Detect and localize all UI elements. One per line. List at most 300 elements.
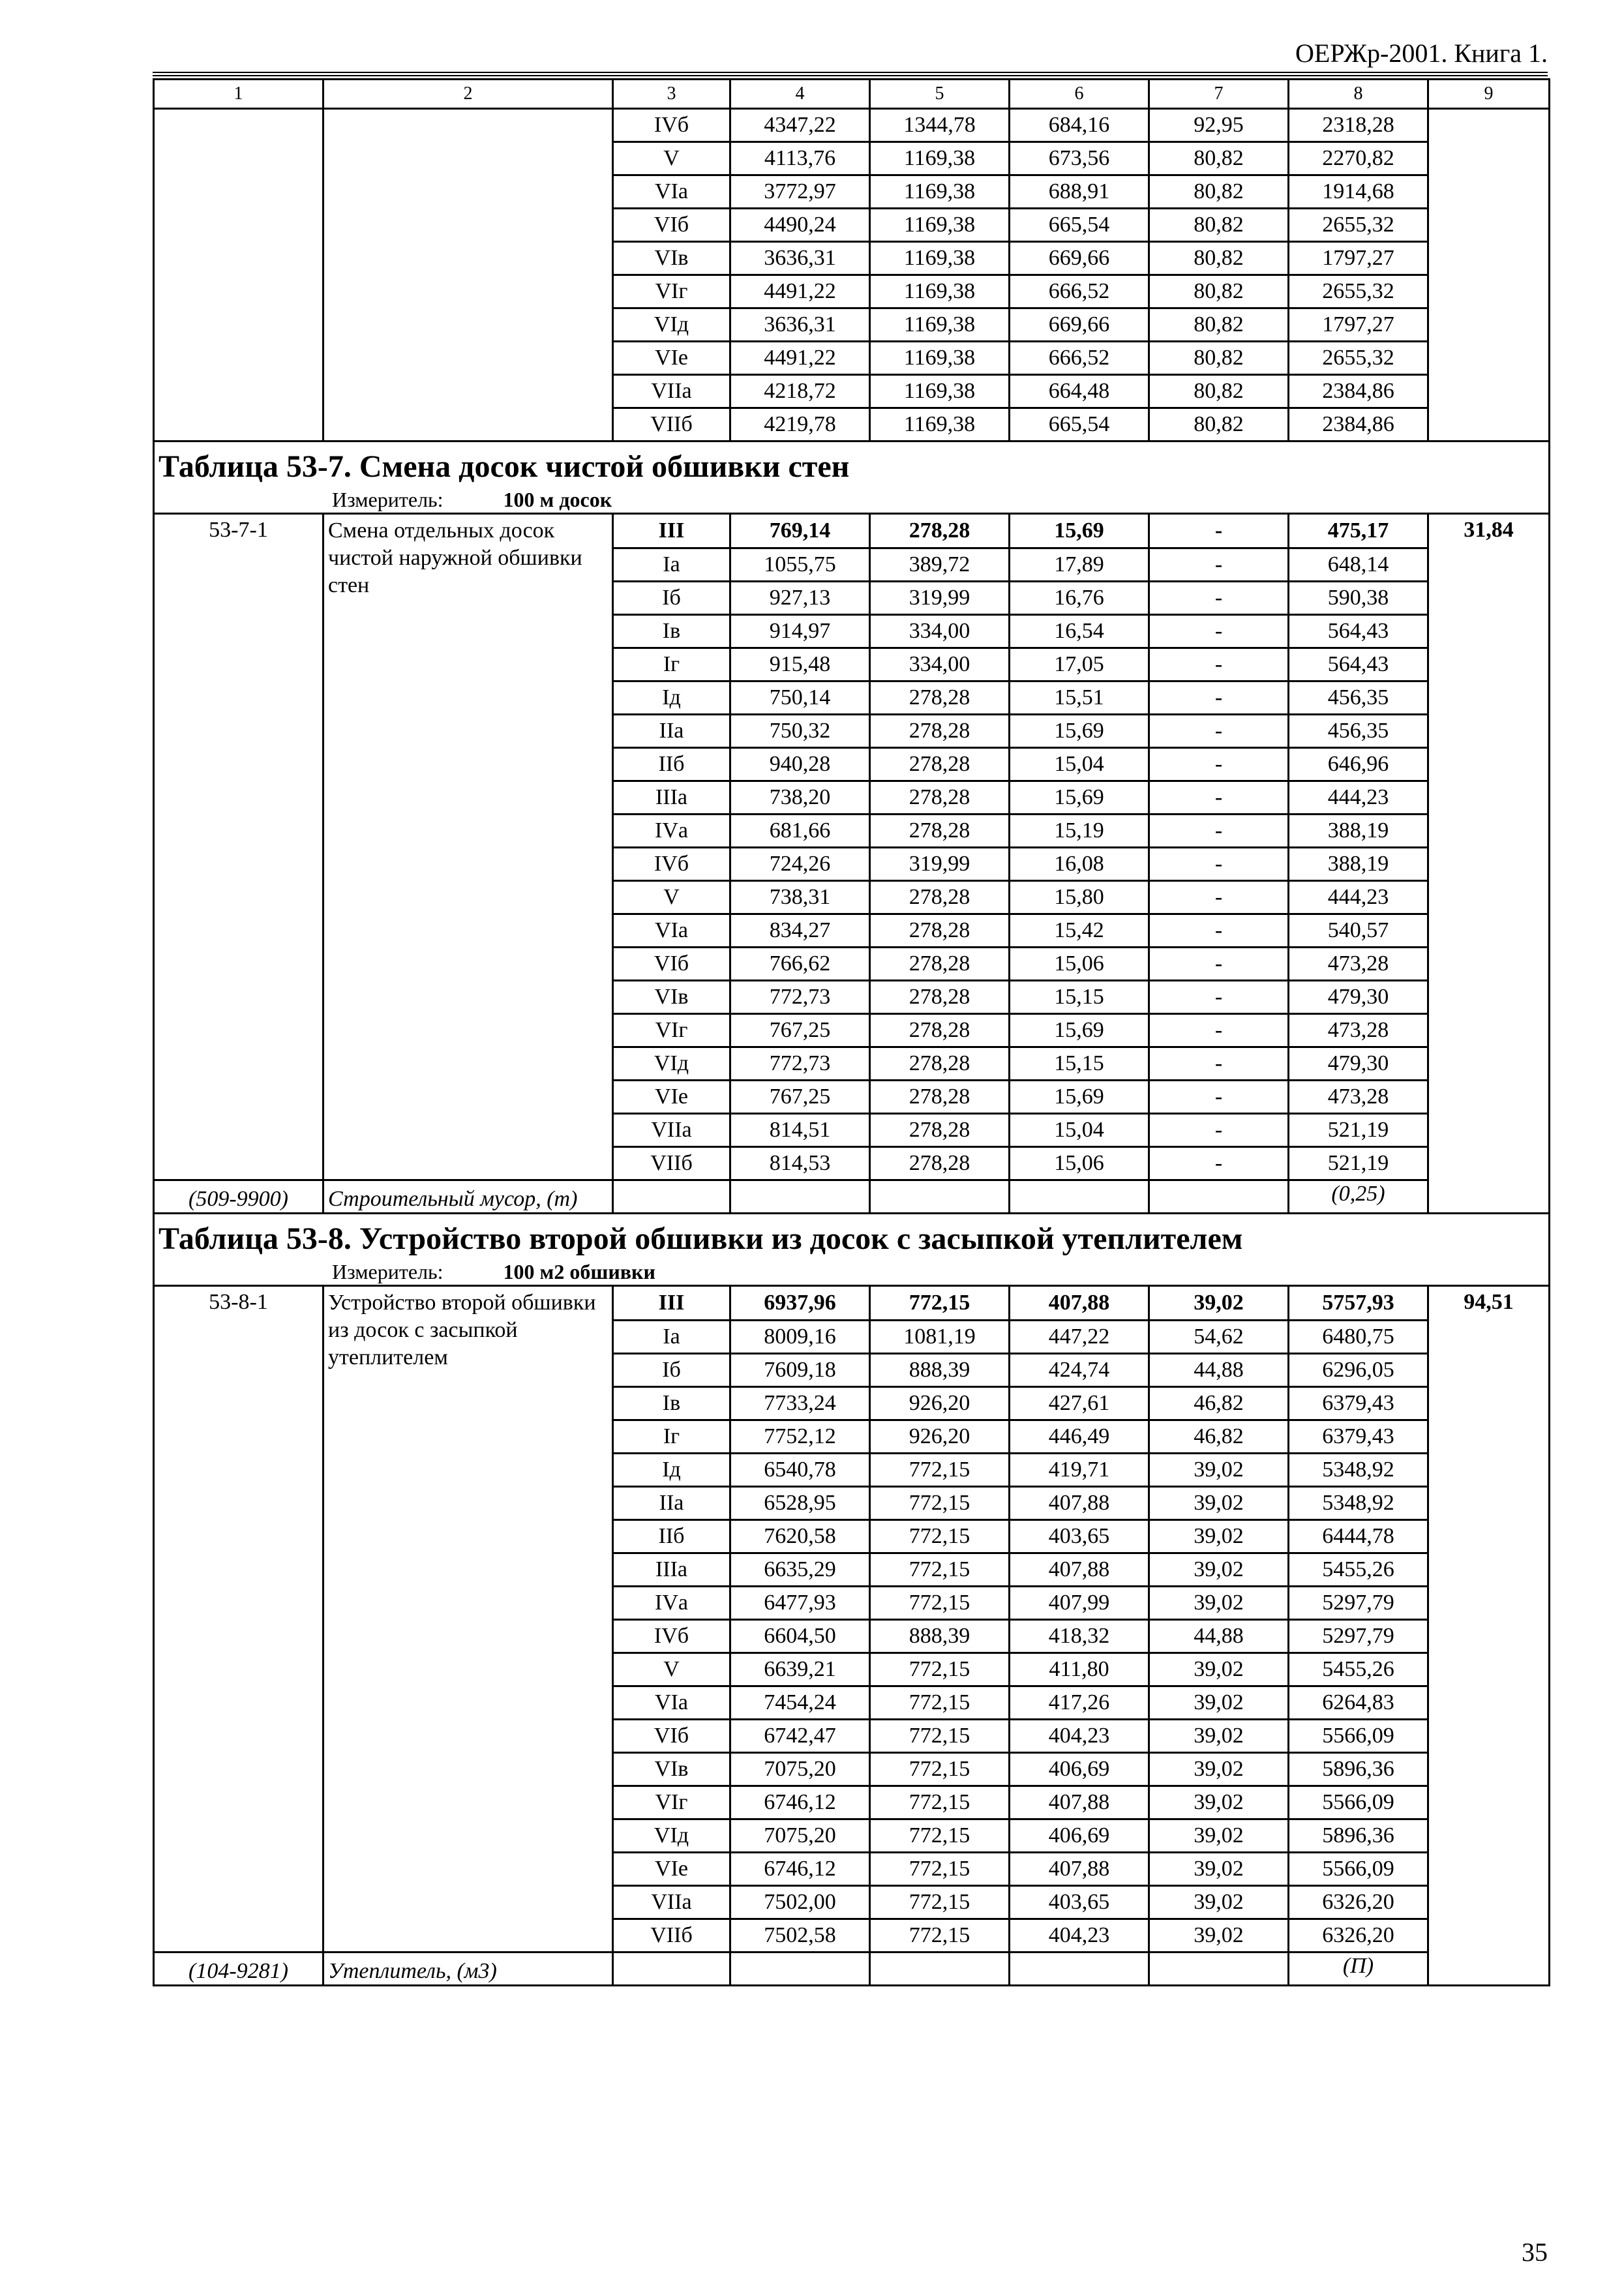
value-cell: 7752,12 [730,1420,870,1454]
empty-cell [1149,1180,1289,1214]
zone-cell: Iг [613,1420,730,1454]
value-cell: 388,19 [1289,848,1428,881]
value-cell: 39,02 [1149,1686,1289,1720]
value-cell: 16,54 [1010,615,1149,648]
value-cell: 407,99 [1010,1587,1149,1620]
col9-cell [1428,109,1550,441]
value-cell: 521,19 [1289,1114,1428,1147]
column-number: 4 [730,80,870,109]
value-cell: 915,48 [730,648,870,681]
value-cell: 5455,26 [1289,1553,1428,1587]
value-cell: 769,14 [730,514,870,548]
value-cell: - [1149,914,1289,948]
value-cell: 80,82 [1149,242,1289,275]
zone-cell: IVб [613,848,730,881]
zone-cell: VIа [613,1686,730,1720]
zone-cell: Iб [613,582,730,615]
value-cell: 6379,43 [1289,1420,1428,1454]
value-cell: 814,53 [730,1147,870,1180]
zone-cell: VIIб [613,408,730,441]
value-cell: 1169,38 [870,342,1010,375]
value-cell: 5757,93 [1289,1286,1428,1321]
zone-cell: V [613,142,730,175]
measure-label: Измеритель: [332,1260,444,1283]
zone-cell: Iд [613,1454,730,1487]
zone-cell: VIе [613,1081,730,1114]
value-cell: 388,19 [1289,815,1428,848]
value-cell: 6477,93 [730,1587,870,1620]
value-cell: 278,28 [870,514,1010,548]
value-cell: 521,19 [1289,1147,1428,1180]
zone-cell: IIб [613,748,730,781]
value-cell: 6379,43 [1289,1387,1428,1420]
value-cell: 6326,20 [1289,1919,1428,1952]
header-rule [153,72,1548,76]
value-cell: 750,32 [730,715,870,748]
value-cell: 80,82 [1149,342,1289,375]
value-cell: 15,80 [1010,881,1149,914]
zone-cell: VIIа [613,375,730,408]
value-cell: 15,04 [1010,748,1149,781]
value-cell: 473,28 [1289,948,1428,981]
value-cell: 17,05 [1010,648,1149,681]
value-cell: 1055,75 [730,548,870,582]
value-cell: 6742,47 [730,1720,870,1753]
value-cell: 92,95 [1149,109,1289,142]
value-cell: 738,20 [730,781,870,815]
description-cell: Устройство второй обшивки из досок с засыпкой утеплителем [323,1286,613,1952]
value-cell: - [1149,781,1289,815]
column-number: 7 [1149,80,1289,109]
value-cell: 80,82 [1149,175,1289,209]
value-cell: 7733,24 [730,1387,870,1420]
value-cell: 54,62 [1149,1321,1289,1354]
value-cell: 914,97 [730,615,870,648]
value-cell: 646,96 [1289,748,1428,781]
value-cell: 2318,28 [1289,109,1428,142]
zone-cell: VIд [613,308,730,342]
zone-cell: VIг [613,1786,730,1819]
value-cell: - [1149,582,1289,615]
zone-cell: Iб [613,1354,730,1387]
value-cell: 6635,29 [730,1553,870,1587]
value-cell: 44,88 [1149,1620,1289,1653]
value-cell: 4218,72 [730,375,870,408]
value-cell: 665,54 [1010,408,1149,441]
value-cell: 772,15 [870,1919,1010,1952]
col9-cell: 94,51 [1428,1286,1550,1986]
value-cell: 926,20 [870,1387,1010,1420]
value-cell: 666,52 [1010,342,1149,375]
value-cell: 6480,75 [1289,1321,1428,1354]
value-cell: 2384,86 [1289,408,1428,441]
value-cell: - [1149,1147,1289,1180]
value-cell: 15,15 [1010,1047,1149,1081]
value-cell: 278,28 [870,715,1010,748]
value-cell: 278,28 [870,914,1010,948]
zone-cell: IIб [613,1520,730,1553]
value-cell: 1169,38 [870,275,1010,308]
value-cell: 278,28 [870,815,1010,848]
value-cell: 444,23 [1289,781,1428,815]
zone-cell: IIа [613,715,730,748]
value-cell: 15,06 [1010,1147,1149,1180]
value-cell: 1169,38 [870,209,1010,242]
value-cell: 5566,09 [1289,1786,1428,1819]
zone-cell: VIг [613,1014,730,1047]
value-cell: 6937,96 [730,1286,870,1321]
column-number: 2 [323,80,613,109]
value-cell: 278,28 [870,681,1010,715]
rates-table [153,78,1550,1986]
value-cell: 772,15 [870,1487,1010,1520]
zone-cell: VIв [613,1753,730,1786]
value-cell: 5455,26 [1289,1653,1428,1686]
value-cell: 4219,78 [730,408,870,441]
value-cell: 834,27 [730,914,870,948]
empty-cell [1010,1180,1149,1214]
zone-cell: VIа [613,914,730,948]
value-cell: 278,28 [870,881,1010,914]
value-cell: 1169,38 [870,242,1010,275]
value-cell: 4491,22 [730,275,870,308]
value-cell: - [1149,748,1289,781]
value-cell: 7502,00 [730,1886,870,1919]
value-cell: 16,08 [1010,848,1149,881]
value-cell: 278,28 [870,1081,1010,1114]
value-cell: 6264,83 [1289,1686,1428,1720]
zone-cell: VIд [613,1819,730,1853]
value-cell: - [1149,715,1289,748]
material-row [154,1180,1550,1214]
value-cell: 80,82 [1149,142,1289,175]
zone-cell: Iв [613,615,730,648]
material-name: Строительный мусор, (т) [323,1180,613,1214]
value-cell: 456,35 [1289,681,1428,715]
value-cell: 772,15 [870,1819,1010,1853]
value-cell: 590,38 [1289,582,1428,615]
value-cell: 666,52 [1010,275,1149,308]
value-cell: 6746,12 [730,1853,870,1886]
value-cell: 750,14 [730,681,870,715]
value-cell: - [1149,981,1289,1014]
value-cell: 39,02 [1149,1919,1289,1952]
column-number: 5 [870,80,1010,109]
value-cell: - [1149,681,1289,715]
zone-cell: VIб [613,1720,730,1753]
value-cell: 5297,79 [1289,1587,1428,1620]
zone-cell: V [613,881,730,914]
zone-cell: IIIа [613,781,730,815]
value-cell: 2655,32 [1289,209,1428,242]
value-cell: 39,02 [1149,1786,1289,1819]
value-cell: 44,88 [1149,1354,1289,1387]
value-cell: 424,74 [1010,1354,1149,1387]
value-cell: 772,15 [870,1786,1010,1819]
zone-cell: VIд [613,1047,730,1081]
value-cell: 39,02 [1149,1587,1289,1620]
table-title-cell [154,441,1550,514]
value-cell: 39,02 [1149,1454,1289,1487]
value-cell: 46,82 [1149,1387,1289,1420]
value-cell: 407,88 [1010,1487,1149,1520]
zone-cell: Iд [613,681,730,715]
value-cell: 6326,20 [1289,1886,1428,1919]
value-cell: 418,32 [1010,1620,1149,1653]
value-cell: 6604,50 [730,1620,870,1653]
value-cell: 772,15 [870,1520,1010,1553]
value-cell: 278,28 [870,981,1010,1014]
material-name: Утеплитель, (м3) [323,1952,613,1986]
value-cell: 6296,05 [1289,1354,1428,1387]
value-cell: 407,88 [1010,1786,1149,1819]
zone-cell: Iа [613,548,730,582]
measure-unit: 100 м досок [503,488,612,511]
value-cell: 39,02 [1149,1553,1289,1587]
value-cell: 7620,58 [730,1520,870,1553]
zone-cell: VIе [613,1853,730,1886]
value-cell: 6528,95 [730,1487,870,1520]
empty-cell [1010,1952,1149,1986]
value-cell: 2655,32 [1289,275,1428,308]
zone-cell: Iв [613,1387,730,1420]
value-cell: - [1149,1014,1289,1047]
table-title: Таблица 53-8. Устройство второй обшивки из досок с засыпкой утеплителем [158,1221,1243,1256]
value-cell: 6540,78 [730,1454,870,1487]
value-cell: 46,82 [1149,1420,1289,1454]
zone-cell: IVа [613,815,730,848]
value-cell: 319,99 [870,582,1010,615]
value-cell: 334,00 [870,615,1010,648]
value-cell: 473,28 [1289,1014,1428,1047]
zone-cell: IVб [613,109,730,142]
value-cell: 7075,20 [730,1819,870,1853]
value-cell: 278,28 [870,1147,1010,1180]
value-cell: 7075,20 [730,1753,870,1786]
code-cell [154,109,323,441]
value-cell: 724,26 [730,848,870,881]
value-cell: 80,82 [1149,275,1289,308]
zone-cell: IIа [613,1487,730,1520]
table-title: Таблица 53-7. Смена досок чистой обшивки стен [158,449,850,484]
zone-cell: Iг [613,648,730,681]
value-cell: 1169,38 [870,308,1010,342]
zone-cell: VIIа [613,1114,730,1147]
value-cell: - [1149,948,1289,981]
value-cell: 772,15 [870,1553,1010,1587]
value-cell: 5896,36 [1289,1819,1428,1853]
value-cell: 5297,79 [1289,1620,1428,1653]
value-cell: 403,65 [1010,1520,1149,1553]
value-cell: 1169,38 [870,175,1010,209]
value-cell: 648,14 [1289,548,1428,582]
value-cell: 665,54 [1010,209,1149,242]
value-cell: 444,23 [1289,881,1428,914]
value-cell: 772,73 [730,981,870,1014]
column-number: 9 [1428,80,1550,109]
table-title-row [154,1214,1550,1286]
zone-cell: IVа [613,1587,730,1620]
material-qty: (П) [1289,1952,1428,1986]
empty-cell [870,1952,1010,1986]
value-cell: 7454,24 [730,1686,870,1720]
column-number: 3 [613,80,730,109]
col9-cell: 31,84 [1428,514,1550,1214]
value-cell: 479,30 [1289,1047,1428,1081]
value-cell: 278,28 [870,1047,1010,1081]
value-cell: 669,66 [1010,308,1149,342]
value-cell: 473,28 [1289,1081,1428,1114]
column-number: 1 [154,80,323,109]
value-cell: 15,69 [1010,1081,1149,1114]
column-number-row [154,80,1550,109]
value-cell: 688,91 [1010,175,1149,209]
zone-cell: V [613,1653,730,1686]
zone-cell: IVб [613,1620,730,1653]
value-cell: 4490,24 [730,209,870,242]
value-cell: 15,04 [1010,1114,1149,1147]
measure-unit: 100 м2 обшивки [503,1260,655,1283]
value-cell: 772,15 [870,1686,1010,1720]
zone-cell: VIIа [613,1886,730,1919]
zone-cell: VIв [613,981,730,1014]
value-cell: 447,22 [1010,1321,1149,1354]
column-number: 6 [1010,80,1149,109]
value-cell: 772,15 [870,1653,1010,1686]
measure-label: Измеритель: [332,488,444,511]
value-cell: 4113,76 [730,142,870,175]
value-cell: 446,49 [1010,1420,1149,1454]
value-cell: 403,65 [1010,1886,1149,1919]
value-cell: 2384,86 [1289,375,1428,408]
value-cell: 417,26 [1010,1686,1149,1720]
column-number: 8 [1289,80,1428,109]
value-cell: 80,82 [1149,375,1289,408]
value-cell: 80,82 [1149,209,1289,242]
value-cell: 926,20 [870,1420,1010,1454]
value-cell: 475,17 [1289,514,1428,548]
value-cell: - [1149,514,1289,548]
value-cell: 767,25 [730,1081,870,1114]
zone-cell: VIг [613,275,730,308]
table-title-row [154,441,1550,514]
material-qty: (0,25) [1289,1180,1428,1214]
value-cell: 5896,36 [1289,1753,1428,1786]
value-cell: 39,02 [1149,1487,1289,1520]
zone-cell: VIв [613,242,730,275]
value-cell: 419,71 [1010,1454,1149,1487]
value-cell: 39,02 [1149,1853,1289,1886]
value-cell: 772,15 [870,1853,1010,1886]
value-cell: 772,15 [870,1886,1010,1919]
value-cell: 684,16 [1010,109,1149,142]
value-cell: 5348,92 [1289,1487,1428,1520]
value-cell: 3636,31 [730,308,870,342]
zone-cell: VIе [613,342,730,375]
value-cell: 772,15 [870,1587,1010,1620]
value-cell: - [1149,1081,1289,1114]
value-cell: 404,23 [1010,1720,1149,1753]
zone-cell: VIIб [613,1919,730,1952]
value-cell: 7502,58 [730,1919,870,1952]
value-cell: 389,72 [870,548,1010,582]
zone-cell: VIб [613,948,730,981]
value-cell: 278,28 [870,1014,1010,1047]
value-cell: 15,51 [1010,681,1149,715]
running-header: ОЕРЖр-2001. Книга 1. [1295,38,1548,68]
value-cell: 1169,38 [870,375,1010,408]
empty-cell [870,1180,1010,1214]
value-cell: 278,28 [870,1114,1010,1147]
value-cell: 39,02 [1149,1653,1289,1686]
code-cell: 53-8-1 [154,1286,323,1952]
value-cell: 5348,92 [1289,1454,1428,1487]
zone-cell: IIIа [613,1553,730,1587]
value-cell: 1797,27 [1289,242,1428,275]
value-cell: 8009,16 [730,1321,870,1354]
value-cell: 2655,32 [1289,342,1428,375]
value-cell: 456,35 [1289,715,1428,748]
value-cell: 564,43 [1289,648,1428,681]
value-cell: 407,88 [1010,1553,1149,1587]
value-cell: 15,69 [1010,781,1149,815]
value-cell: 407,88 [1010,1286,1149,1321]
value-cell: 404,23 [1010,1919,1149,1952]
value-cell: 278,28 [870,948,1010,981]
table-title-cell [154,1214,1550,1286]
value-cell: 39,02 [1149,1286,1289,1321]
value-cell: 406,69 [1010,1819,1149,1853]
value-cell: 4347,22 [730,109,870,142]
value-cell: 17,89 [1010,548,1149,582]
value-cell: 772,73 [730,1047,870,1081]
value-cell: 738,31 [730,881,870,914]
value-cell: 319,99 [870,848,1010,881]
empty-cell [730,1180,870,1214]
value-cell: 15,15 [1010,981,1149,1014]
value-cell: 669,66 [1010,242,1149,275]
value-cell: 888,39 [870,1620,1010,1653]
empty-cell [1149,1952,1289,1986]
value-cell: 664,48 [1010,375,1149,408]
empty-cell [730,1952,870,1986]
value-cell: 772,15 [870,1720,1010,1753]
table-row [154,514,1550,548]
value-cell: 6444,78 [1289,1520,1428,1553]
material-code: (104-9281) [154,1952,323,1986]
value-cell: 540,57 [1289,914,1428,948]
zone-cell: VIа [613,175,730,209]
value-cell: 15,19 [1010,815,1149,848]
value-cell: 39,02 [1149,1720,1289,1753]
value-cell: 3772,97 [730,175,870,209]
value-cell: 15,42 [1010,914,1149,948]
value-cell: 15,69 [1010,514,1149,548]
value-cell: 278,28 [870,748,1010,781]
value-cell: 1344,78 [870,109,1010,142]
value-cell: 4491,22 [730,342,870,375]
value-cell: 1169,38 [870,142,1010,175]
value-cell: - [1149,648,1289,681]
zone-cell: III [613,514,730,548]
value-cell: - [1149,615,1289,648]
table-row [154,1286,1550,1321]
table-row [154,109,1550,142]
value-cell: 278,28 [870,781,1010,815]
empty-cell [613,1952,730,1986]
value-cell: 15,69 [1010,715,1149,748]
value-cell: 772,15 [870,1286,1010,1321]
